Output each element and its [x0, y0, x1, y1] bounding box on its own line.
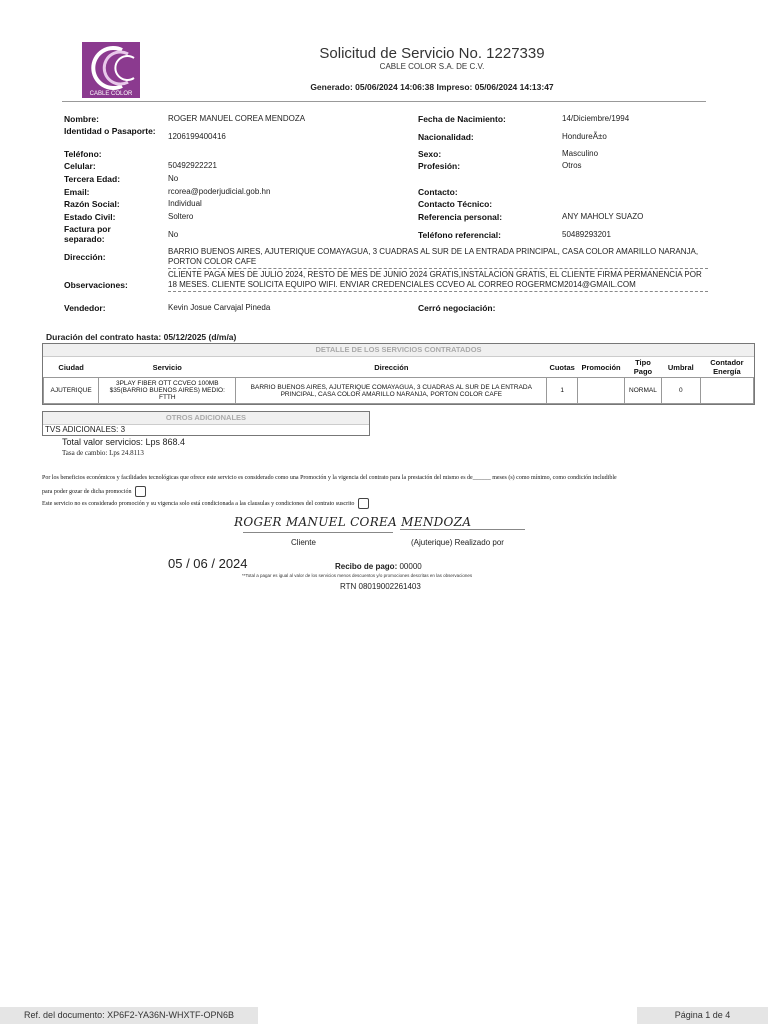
recibo-value: 00000 — [399, 562, 422, 571]
total-servicios: Total valor servicios: Lps 868.4 — [62, 437, 186, 447]
cell-ciudad: AJUTERIQUE — [44, 378, 99, 404]
sexo-label: Sexo: — [418, 149, 442, 159]
cell-servicio: 3PLAY FIBER OTT CCVEO 100MB $35(BARRIO BUENOS AIRES) MEDIO: FTTH — [99, 378, 236, 404]
telefono-referencial-label: Teléfono referencial: — [418, 230, 501, 240]
col-umbral: Umbral — [667, 362, 694, 372]
email-label: Email: — [64, 187, 90, 197]
otros-caption: OTROS ADICIONALES — [43, 412, 369, 425]
client-signature-line — [243, 532, 393, 533]
receipt-note: **Total a pagar es igual al valor de los servicios menos descuentos y/o promociones descritas en las observaciones — [242, 573, 473, 578]
tasa-cambio: Tasa de cambio: Lps 24.8113 — [62, 449, 144, 457]
client-signature: ROGER MANUEL COREA MENDOZA — [234, 515, 472, 529]
services-caption: DETALLE DE LOS SERVICIOS CONTRATADOS — [43, 344, 754, 357]
document-reference: Ref. del documento: XP6F2-YA36N-WHXTF-OPN6B — [0, 1007, 258, 1024]
tercera-edad-value: No — [168, 174, 179, 183]
col-tipo-pago: Tipo Pago — [633, 358, 653, 376]
tercera-edad-label: Tercera Edad: — [64, 174, 121, 184]
cell-promocion — [578, 378, 625, 404]
cerro-negociacion-label: Cerró negociación: — [418, 303, 496, 313]
realizado-signature-line — [400, 529, 525, 530]
telefono-referencial-value: 50489293201 — [562, 230, 611, 239]
table-row — [44, 378, 754, 404]
profesion-label: Profesión: — [418, 161, 461, 171]
direccion-label: Dirección: — [64, 252, 106, 262]
identidad-label: Identidad o Pasaporte: — [64, 126, 156, 136]
factura-label: Factura por separado: — [64, 224, 111, 244]
no-promo-legal-line — [42, 498, 369, 509]
col-contador-energia: Contador Energía — [710, 358, 744, 376]
signature-date: 05 / 06 / 2024 — [168, 556, 248, 571]
nacionalidad-label: Nacionalidad: — [418, 132, 474, 142]
observaciones-value: CLIENTE PAGA MES DE JULIO 2024, RESTO DE MES DE JUNIO 2024 GRATIS,INSTALACION GRATIS, EL CLIENTE FIRMA PERMANENCIA POR 18 MESES. CLIENTE SOLICITA EQUIPO WIFI. ENVIAR CREDENCIALES CCVEO AL CORREO ROGERMCM2014@GMAIL.COM — [168, 270, 708, 292]
contacto-tecnico-label: Contacto Técnico: — [418, 199, 493, 209]
fecha-nacimiento-label: Fecha de Nacimiento: — [418, 114, 506, 124]
estado-civil-value: Soltero — [168, 212, 194, 221]
col-ciudad: Ciudad — [58, 362, 84, 372]
col-servicio: Servicio — [152, 362, 182, 372]
otros-adicionales-box — [42, 411, 370, 436]
rtn: RTN 08019002261403 — [340, 582, 421, 591]
fecha-nacimiento-value: 14/Diciembre/1994 — [562, 114, 630, 123]
no-promo-checkbox[interactable] — [358, 498, 369, 509]
col-promocion: Promoción — [581, 362, 621, 372]
recibo-pago — [335, 562, 422, 571]
generated-printed-dates: Generado: 05/06/2024 14:06:38 Impreso: 05/06/2024 14:13:47 — [310, 82, 554, 92]
otros-item: TVS ADICIONALES: 3 — [45, 425, 126, 434]
observaciones-label: Observaciones: — [64, 280, 128, 290]
cable-color-logo — [82, 42, 140, 98]
estado-civil-label: Estado Civil: — [64, 212, 116, 222]
identidad-value: 1206199400416 — [168, 132, 226, 141]
header-divider — [62, 101, 706, 102]
promo-legal-line: Por los beneficios económicos y facilidades tecnológicas que ofrece este servicio es considerado como una Promoción y la vigencia del contrato para la prestación del mismo es de______ meses (s) como mínimo, como condición includible — [42, 475, 617, 481]
promo-legal-line-2 — [42, 486, 146, 497]
razon-social-label: Razón Social: — [64, 199, 120, 209]
vendedor-value: Kevin Josue Carvajal Pineda — [168, 303, 271, 312]
promo-checkbox[interactable] — [135, 486, 146, 497]
nombre-value: ROGER MANUEL COREA MENDOZA — [168, 114, 306, 123]
celular-label: Celular: — [64, 161, 96, 171]
cell-cuotas: 1 — [547, 378, 578, 404]
referencia-personal-label: Referencia personal: — [418, 212, 503, 222]
recibo-label: Recibo de pago: — [335, 562, 398, 571]
col-cuotas: Cuotas — [549, 362, 575, 372]
telefono-label: Teléfono: — [64, 149, 102, 159]
referencia-personal-value: ANY MAHOLY SUAZO — [562, 212, 644, 221]
col-direccion: Dirección — [374, 362, 409, 372]
page-number: Página 1 de 4 — [637, 1007, 768, 1024]
vendedor-label: Vendedor: — [64, 303, 106, 313]
cliente-label: Cliente — [291, 538, 316, 547]
promo-legal-text: para poder gozar de dicha promoción — [42, 488, 132, 495]
factura-value: No — [168, 230, 179, 239]
direccion-value: BARRIO BUENOS AIRES, AJUTERIQUE COMAYAGUA, 3 CUADRAS AL SUR DE LA ENTRADA PRINCIPAL, CASA COLOR AMARILLO NARANJA, PORTON COLOR CAFE — [168, 247, 708, 269]
profesion-value: Otros — [562, 161, 582, 170]
cell-contador-energia — [700, 378, 753, 404]
services-header-row — [44, 357, 754, 378]
no-promo-legal-text: Este servicio no es considerado promoción y su vigencia solo está condicionada a las clausulas y condiciones del contrato suscrito — [42, 500, 355, 507]
cell-direccion: BARRIO BUENOS AIRES, AJUTERIQUE COMAYAGUA, 3 CUADRAS AL SUR DE LA ENTRADA PRINCIPAL, CASA COLOR AMARILLO NARANJA, PORTON COLOR CAFE — [236, 378, 547, 404]
celular-value: 50492922221 — [168, 161, 217, 170]
services-table — [42, 343, 755, 405]
realizado-por-label: (Ajuterique) Realizado por — [411, 538, 504, 547]
nacionalidad-value: HondureÃ±o — [562, 132, 607, 141]
logo-text: CABLE COLOR — [89, 91, 133, 97]
contacto-label: Contacto: — [418, 187, 458, 197]
nombre-label: Nombre: — [64, 114, 99, 124]
document-title: Solicitud de Servicio No. 1227339 — [319, 45, 545, 62]
sexo-value: Masculino — [562, 149, 599, 158]
contract-duration: Duración del contrato hasta: 05/12/2025 (d/m/a) — [46, 332, 237, 342]
email-value: rcorea@poderjudicial.gob.hn — [168, 187, 271, 196]
razon-social-value: Individual — [168, 199, 202, 208]
cell-tipo-pago: NORMAL — [625, 378, 662, 404]
cell-umbral: 0 — [661, 378, 700, 404]
company-name: CABLE COLOR S.A. DE C.V. — [379, 62, 485, 71]
